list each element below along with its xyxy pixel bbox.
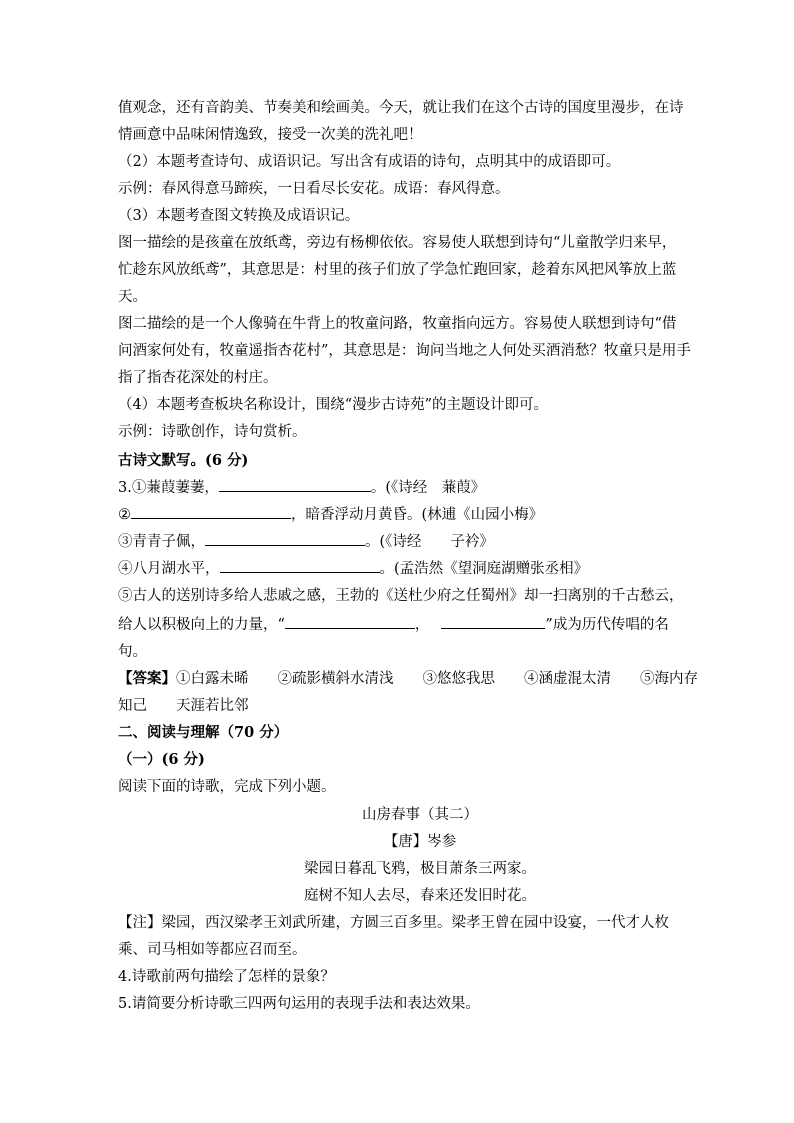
question-3-1 [118,476,485,497]
text-line: 句。 [118,644,147,660]
subsection-heading: （一）(6 分) [118,751,205,768]
question-source: 。(《诗经 蒹葭》 [370,480,486,496]
question-source: ，暗香浮动月黄昏。(林逋《山园小梅》 [291,507,544,523]
question-text: 3.①蒹葭萋萋， [118,480,219,496]
text-line: （4）本题考查板块名称设计，围绕“漫步古诗苑”的主题设计即可。 [118,397,549,413]
question-3-3 [118,530,494,551]
question-text: ④八月湖水平， [118,561,220,577]
section-heading: 二、阅读与理解（70 分） [118,724,289,741]
text-line: 天。 [118,289,147,305]
question-text: ， [414,617,430,633]
answer-blank[interactable] [219,477,371,492]
note-text: 乘、司马相如等都应召而至。 [118,942,307,958]
text-line: （2）本题考查诗句、成语识记。写出含有成语的诗句，点明其中的成语即可。 [118,154,621,170]
poem-line: 梁园日暮乱飞鸦，极目萧条三两家。 [304,861,536,877]
text-line: 问酒家何处有，牧童遥指杏花村”，其意思是：询问当地之人何处买酒消愁？牧童只是用手 [118,343,691,359]
answer-line: 知己 天涯若比邻 [118,698,249,714]
question-source: 。(孟浩然《望洞庭湖赠张丞相》 [379,561,589,577]
text-line: 忙趁东风放纸鸢”，其意思是：村里的孩子们放了学急忙跑回家，趁着东风把风筝放上蓝 [118,262,677,278]
answer-label: 【答案】 [118,670,176,687]
text-line: （3）本题考查图文转换及成语识记。 [118,208,360,224]
question-text: ② [118,507,131,523]
answer-line [118,667,698,688]
question-text: 给人以积极向上的力量，“ [118,617,285,633]
instruction-text: 阅读下面的诗歌，完成下列小题。 [118,779,336,795]
question-3-2 [118,503,543,524]
answer-text: ①白露未晞 ②疏影横斜水清浅 ③悠悠我思 ④涵虚混太清 ⑤海内存 [176,671,698,687]
poem-author: 【唐】岑参 [383,834,457,850]
answer-blank[interactable] [131,504,291,519]
question-3-5: ⑤古人的送别诗多给人悲戚之感，王勃的《送杜少府之任蜀州》却一扫离别的千古愁云， [118,588,684,604]
answer-blank[interactable] [441,614,545,629]
text-line: 示例：春风得意马蹄疾，一日看尽长安花。成语：春风得意。 [118,181,510,197]
question-4: 4.诗歌前两句描绘了怎样的景象？ [118,969,335,985]
text-line: 示例：诗歌创作，诗句赏析。 [118,424,307,440]
poem-line: 庭树不知人去尽，春来还发旧时花。 [304,888,536,904]
question-text: ”成为历代传唱的名 [545,617,669,633]
text-line: 值观念，还有音韵美、节奏美和绘画美。今天，就让我们在这个古诗的国度里漫步，在诗 [118,100,684,116]
text-line: 情画意中品味闲情逸致，接受一次美的洗礼吧！ [118,127,423,143]
text-line: 图二描绘的是一个人像骑在牛背上的牧童问路，牧童指向远方。容易使人联想到诗句“借 [118,316,677,332]
question-3-4 [118,557,588,578]
text-line: 图一描绘的是孩童在放纸鸢，旁边有杨柳依依。容易使人联想到诗句“儿童散学归来早， [118,235,677,251]
question-text: ③青青子佩， [118,534,205,550]
poem-title: 山房春事（其二） [362,807,478,823]
answer-blank[interactable] [220,558,380,573]
question-source: 。(《诗经 子衿》 [365,534,494,550]
note-text: 【注】梁园，西汉梁孝王刘武所建，方圆三百多里。梁孝王曾在园中设宴，一代才人枚 [118,915,669,931]
answer-blank[interactable] [285,614,415,629]
section-heading: 古诗文默写。(6 分) [118,452,249,469]
text-line: 指了指杏花深处的村庄。 [118,370,278,386]
question-5: 5.请简要分析诗歌三四两句运用的表现手法和表达效果。 [118,996,480,1012]
question-3-5-cont [118,613,669,634]
answer-blank[interactable] [205,531,365,546]
